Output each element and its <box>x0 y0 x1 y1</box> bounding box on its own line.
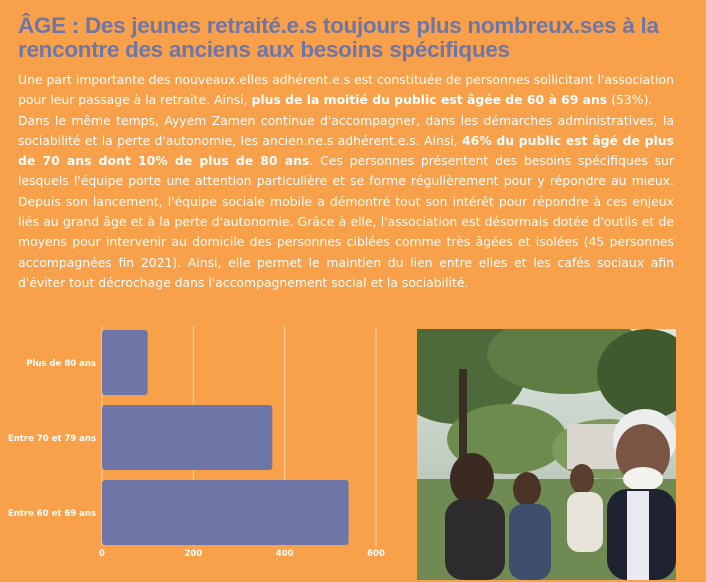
x-tick-label-200: 200 <box>184 549 203 559</box>
category-label-0: Plus de 80 ans <box>26 359 96 369</box>
paragraph-2-highlight: 46% du public est âgé de plus de 70 ans dont 10% de plus de 80 ans <box>18 132 674 169</box>
bar-0 <box>102 330 148 395</box>
group-photo <box>417 329 676 580</box>
bar-1 <box>102 405 272 470</box>
paragraph-1-end: (53%). <box>607 92 653 108</box>
age-bar-chart <box>0 322 395 580</box>
page-title: ÂGE : Des jeunes retraité.e.s toujours plus nombreux.ses à la rencontre des anciens aux besoins spécifiques <box>18 13 659 62</box>
category-label-1: Entre 70 et 79 ans <box>7 434 96 444</box>
paragraph-retirees <box>18 70 674 111</box>
x-tick-label-0: 0 <box>99 549 105 559</box>
bar-2 <box>102 480 349 545</box>
paragraph-2-text: Dans le même temps, Ayyem Zamen continue d'accompagner, dans les démarches administratives, la sociabilité et la perte d'autonomie, les ancien.ne.s adhérent.e.s. Ainsi, <box>18 112 674 148</box>
body-text <box>18 70 674 293</box>
photo-illustration <box>417 329 676 580</box>
paragraph-1-highlight: plus de la moitié du public est âgée de 60 à 69 ans <box>251 92 608 108</box>
category-label-2: Entre 60 et 69 ans <box>7 509 96 519</box>
paragraph-1-text: Une part importante des nouveaux.elles adhérent.e.s est constituée de personnes sollicitant l'association pour leur passage à la retraite. Ainsi, <box>18 72 674 108</box>
age-bar-chart-svg <box>0 322 395 580</box>
x-tick-label-400: 400 <box>275 549 294 559</box>
x-tick-label-600: 600 <box>367 549 385 559</box>
paragraph-elders <box>18 111 674 294</box>
paragraph-2-end: . Ces personnes présentent des besoins spécifiques sur lesquels l'équipe porte une attention particulière et se forme régulièrement pour y répondre au mieux. Depuis son lancement, l'équipe sociale mobile a démontré tout son intérêt pour répondre à ces enjeux liés au grand âge et à la perte d'autonomie. Grâce à elle, l'association est désormais dotée d'outils et de moyens pour intervenir au domicile des personnes ciblées comme très âgées et isolées (45 personnes accompagnées fin 2021). Ainsi, elle permet le maintien du lien entre elles et les cafés sociaux afin d'éviter tout décrochage dans l'accompagnement social et la sociabilité. <box>18 153 675 290</box>
